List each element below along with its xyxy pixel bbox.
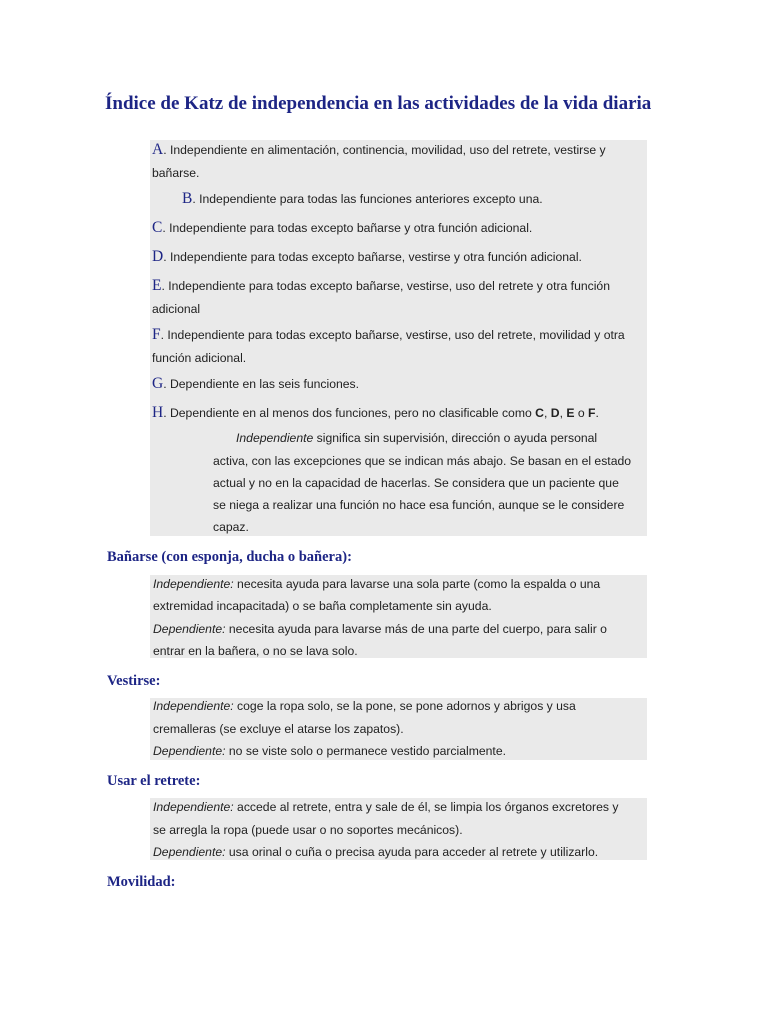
grade-g [152, 373, 359, 395]
separator: , [543, 406, 551, 420]
section-heading-movilidad: Movilidad: [107, 874, 176, 890]
separator: , [559, 406, 567, 420]
note-line-5: capaz. [213, 520, 249, 534]
grade-ref: F [588, 406, 596, 420]
grade-letter: A [152, 141, 164, 158]
section-vestirse-independent-continued: cremalleras (se excluye el atarse los zapatos). [153, 722, 404, 736]
independent-label: Independiente: [153, 800, 234, 814]
grade-b [182, 188, 543, 210]
grade-f-continued: función adicional. [152, 351, 247, 365]
grade-f [152, 324, 625, 346]
dependent-label: Dependiente: [153, 845, 226, 859]
grade-d [152, 246, 582, 268]
section-heading-retrete: Usar el retrete: [107, 773, 201, 789]
grade-text: . Independiente en alimentación, continencia, movilidad, uso del retrete, vestirse y [163, 143, 606, 157]
grade-ref: E [566, 406, 575, 420]
grade-letter: B [182, 190, 193, 207]
note-line-3: actual y no en la capacidad de hacerlas. Se considera que un paciente que [213, 476, 619, 490]
grade-letter: G [152, 375, 164, 392]
grade-text: . Independiente para todas las funciones anteriores excepto una. [192, 192, 543, 206]
note-line-4: se niega a realizar una función no hace esa función, aunque se le considere [213, 498, 625, 512]
independent-label: Independiente: [153, 577, 234, 591]
section-banarse-dependent [153, 618, 607, 640]
grade-letter: C [152, 219, 163, 236]
grade-text: . Independiente para todas excepto bañarse, vestirse y otra función adicional. [163, 250, 582, 264]
grade-letter: F [152, 326, 161, 343]
section-banarse-independent [153, 573, 600, 595]
grade-text: . Independiente para todas excepto bañarse, vestirse, uso del retrete y otra función [161, 279, 610, 293]
dependent-text: usa orinal o cuña o precisa ayuda para acceder al retrete y utilizarlo. [225, 845, 599, 859]
grade-ref: C [535, 406, 544, 420]
section-retrete-dependent [153, 841, 598, 863]
section-heading-vestirse: Vestirse: [107, 673, 161, 689]
dependent-text: necesita ayuda para lavarse más de una parte del cuerpo, para salir o [225, 622, 607, 636]
separator: o [574, 406, 589, 420]
independent-text: necesita ayuda para lavarse una sola parte (como la espalda o una [233, 577, 601, 591]
section-retrete-independent [153, 796, 618, 818]
independent-label: Independiente: [153, 699, 234, 713]
page-title: Índice de Katz de independencia en las actividades de la vida diaria [105, 93, 652, 114]
grade-letter: D [152, 248, 164, 265]
note-text: significa sin supervisión, dirección o ayuda personal [313, 431, 598, 445]
dependent-label: Dependiente: [153, 744, 226, 758]
grade-a-continued: bañarse. [152, 166, 200, 180]
note-line-2: activa, con las excepciones que se indican más abajo. Se basan en el estado [213, 454, 632, 468]
note-line-1 [236, 427, 597, 449]
section-heading-banarse: Bañarse (con esponja, ducha o bañera): [107, 549, 352, 565]
grade-letter: H [152, 404, 164, 421]
grade-ref: D [550, 406, 560, 420]
grade-e [152, 275, 610, 297]
dependent-label: Dependiente: [153, 622, 226, 636]
section-banarse-dependent-continued: entrar en la bañera, o no se lava solo. [153, 644, 358, 658]
sentence-end: . [595, 406, 599, 420]
section-banarse-independent-continued: extremidad incapacitada) o se baña completamente sin ayuda. [153, 599, 492, 613]
independent-text: coge la ropa solo, se la pone, se pone adornos y abrigos y usa [233, 699, 576, 713]
grade-text: . Independiente para todas excepto bañarse y otra función adicional. [162, 221, 533, 235]
grade-c [152, 217, 532, 239]
grade-text: . Dependiente en al menos dos funciones, pero no clasificable como [163, 406, 536, 420]
grade-text: . Dependiente en las seis funciones. [163, 377, 360, 391]
grade-a [152, 139, 606, 161]
section-vestirse-dependent [153, 740, 506, 762]
grade-e-continued: adicional [152, 302, 201, 316]
independent-text: accede al retrete, entra y sale de él, se limpia los órganos excretores y [233, 800, 619, 814]
grade-letter: E [152, 277, 162, 294]
section-vestirse-independent [153, 695, 576, 717]
section-retrete-independent-continued: se arregla la ropa (puede usar o no soportes mecánicos). [153, 823, 463, 837]
grade-h [152, 402, 599, 424]
dependent-text: no se viste solo o permanece vestido parcialmente. [225, 744, 506, 758]
grade-text: . Independiente para todas excepto bañarse, vestirse, uso del retrete, movilidad y otra [160, 328, 625, 342]
note-term: Independiente [236, 431, 314, 445]
